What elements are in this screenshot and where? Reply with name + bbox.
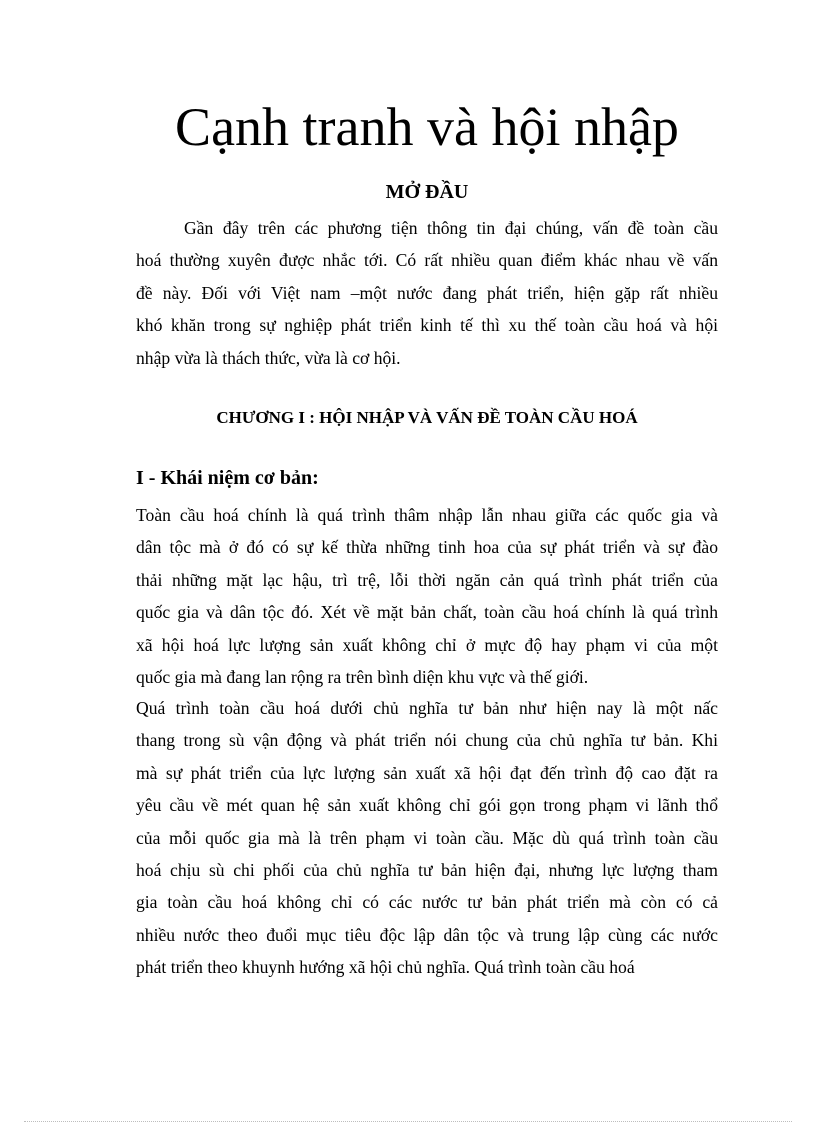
text-line: của mỗi quốc gia mà là trên phạm vi toàn cầu. Mặc dù quá trình toàn cầu [136,827,718,848]
text-line: Gần đây trên các phương tiện thông tin đại chúng, vấn đề toàn cầu [184,218,718,238]
text-line: mà sự phát triển của lực lượng sản xuất xã hội đạt đến trình độ cao đặt ra [136,762,718,783]
section-heading: I - Khái niệm cơ bản: [136,467,319,489]
text-line: xã hội hoá lực lượng sản xuất không chỉ ở mực độ hay phạm vi của một [136,634,718,655]
document-title: Cạnh tranh và hội nhập [175,97,679,157]
text-line: thang trong sù vận động và phát triển nói chung của chủ nghĩa tư bản. Khi [136,730,718,751]
text-line: dân tộc mà ở đó có sự kế thừa những tinh hoa của sự phát triển và sự đào [136,537,718,558]
body-paragraph-1 [136,499,718,693]
page-bottom-divider [24,1121,792,1122]
text-line: hoá chịu sù chi phối của chủ nghĩa tư bản hiện đại, nhưng lực lượng tham [136,859,718,880]
text-line: nhiều nước theo đuổi mục tiêu độc lập dân tộc và trung lập cùng các nước [136,924,718,945]
text-line: khó khăn trong sự nghiệp phát triển kinh tế thì xu thế toàn cầu hoá và hội [136,315,718,336]
intro-heading: MỞ ĐẦU [385,181,469,203]
text-line: phát triển theo khuynh hướng xã hội chủ nghĩa. Quá trình toàn cầu hoá [136,957,635,978]
text-line: quốc gia mà đang lan rộng ra trên bình diện khu vực và thế giới. [136,666,589,687]
text-line: gia toàn cầu hoá không chỉ có các nước tư bản phát triển mà còn có cả [136,892,718,913]
text-line: đề này. Đối với Việt nam –một nước đang phát triển, hiện gặp rất nhiều [136,282,718,303]
text-line: quốc gia và dân tộc đó. Xét về mặt bản chất, toàn cầu hoá chính là quá trình [136,602,718,623]
intro-paragraph [136,212,718,374]
text-line: hoá thường xuyên được nhắc tới. Có rất nhiều quan điểm khác nhau về vấn [136,250,718,271]
body-paragraph-2 [136,692,718,984]
text-line: thải những mặt lạc hậu, trì trệ, lỗi thời ngăn cản quá trình phát triển của [136,569,718,590]
text-line: nhập vừa là thách thức, vừa là cơ hội. [136,347,401,368]
text-line: Quá trình toàn cầu hoá dưới chủ nghĩa tư bản như hiện nay là một nấc [136,698,718,718]
chapter-heading: CHƯƠNG I : HỘI NHẬP VÀ VẤN ĐỀ TOÀN CẦU HOÁ [216,408,638,427]
text-line: Toàn cầu hoá chính là quá trình thâm nhập lẫn nhau giữa các quốc gia và [136,505,718,525]
text-line: yêu cầu về mét quan hệ sản xuất không chỉ gói gọn trong phạm vi lãnh thổ [136,795,718,816]
